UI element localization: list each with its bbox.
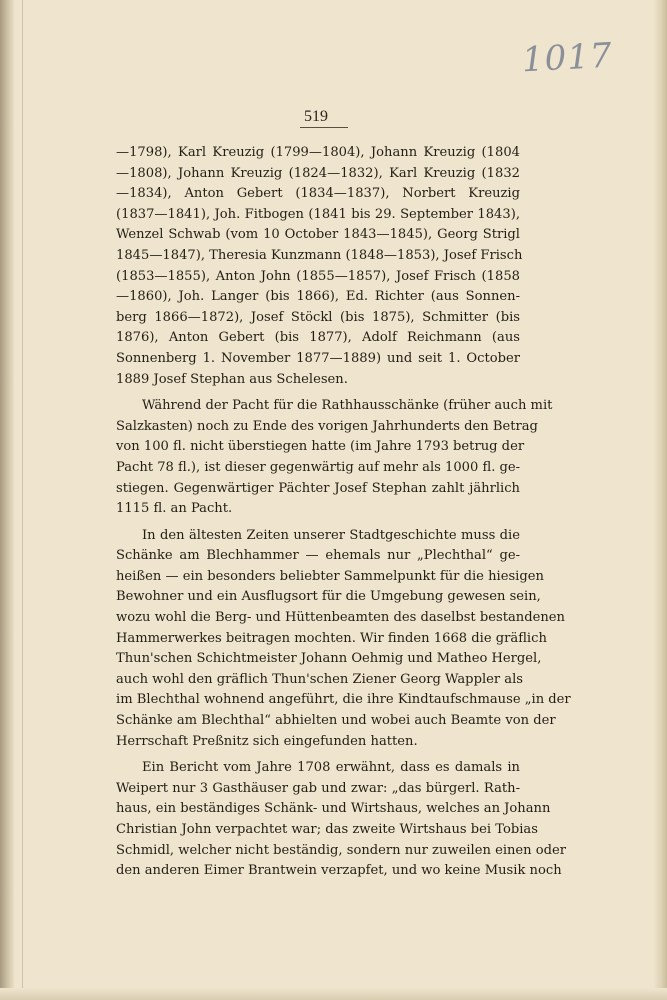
- text-line: Hammerwerkes beitragen mochten. Wir finden 1668 die gräflich: [116, 630, 547, 646]
- text-line: im Blechthal wohnend angeführt, die ihre Kindtaufschmause „in der: [116, 692, 571, 708]
- text-line: 1889 Josef Stephan aus Schelesen.: [116, 371, 348, 387]
- text-line: von 100 fl. nicht überstiegen hatte (im Jahre 1793 betrug der: [116, 439, 525, 455]
- text-line: In den ältesten Zeiten unserer Stadtgeschichte muss die: [142, 527, 520, 543]
- text-line: (1837—1841), Joh. Fitbogen (1841 bis 29. September 1843),: [116, 206, 520, 222]
- text-line: 1115 fl. an Pacht.: [116, 501, 233, 517]
- text-line: Wenzel Schwab (vom 10 October 1843—1845), Georg Strigl: [116, 227, 520, 243]
- text-line: Salzkasten) noch zu Ende des vorigen Jahrhunderts den Betrag: [116, 418, 538, 434]
- text-line: Weipert nur 3 Gasthäuser gab und zwar: „das bürgerl. Rath-: [116, 780, 520, 796]
- text-line: (1853—1855), Anton John (1855—1857), Josef Frisch (1858: [116, 268, 520, 284]
- text-line: stiegen. Gegenwärtiger Pächter Josef Stephan zahlt jährlich: [116, 480, 520, 496]
- text-line: berg 1866—1872), Josef Stöckl (bis 1875), Schmitter (bis: [116, 309, 520, 325]
- text-line: —1798), Karl Kreuzig (1799—1804), Johann Kreuzig (1804: [116, 145, 520, 160]
- text-line: heißen — ein besonders beliebter Sammelpunkt für die hiesigen: [116, 568, 544, 584]
- text-line: —1860), Joh. Langer (bis 1866), Ed. Richter (aus Sonnen-: [116, 289, 520, 305]
- body-text: [116, 143, 571, 882]
- page-right-edge: [653, 0, 667, 1000]
- text-line: Schänke am Blechthal“ abhielten und wobei auch Beamte von der: [116, 713, 556, 729]
- text-line: —1808), Johann Kreuzig (1824—1832), Karl Kreuzig (1832: [116, 165, 520, 181]
- text-line: wozu wohl die Berg- und Hüttenbeamten des daselbst bestandenen: [116, 610, 565, 626]
- text-line: haus, ein beständiges Schänk- und Wirtshaus, welches an Johann: [116, 801, 551, 817]
- text-line: Schänke am Blechhammer — ehemals nur „Plechthal“ ge-: [116, 548, 520, 564]
- text-line: den anderen Eimer Brantwein verzapfet, und wo keine Musik noch: [116, 863, 562, 879]
- spine-line: [22, 0, 23, 1000]
- text-line: Sonnenberg 1. November 1877—1889) und seit 1. October: [116, 350, 520, 366]
- text-line: Während der Pacht für die Rathhausschänke (früher auch mit: [142, 398, 553, 414]
- text-line: auch wohl den gräflich Thun'schen Ziener Georg Wappler als: [116, 671, 524, 687]
- page-number: 519: [304, 108, 328, 125]
- page-binding-shadow: [0, 0, 14, 1000]
- text-line: Pacht 78 fl.), ist dieser gegenwärtig auf mehr als 1000 fl. ge-: [116, 459, 521, 475]
- text-line: Herrschaft Preßnitz sich eingefunden hatten.: [116, 733, 418, 749]
- text-line: Thun'schen Schichtmeister Johann Oehmig und Matheo Hergel,: [116, 651, 542, 667]
- text-line: 1845—1847), Theresia Kunzmann (1848—1853), Josef Frisch: [116, 247, 523, 263]
- page-number-rule: [300, 127, 348, 128]
- text-line: Schmidl, welcher nicht beständig, sondern nur zuweilen einen oder: [116, 842, 567, 858]
- text-line: 1876), Anton Gebert (bis 1877), Adolf Reichmann (aus: [116, 330, 520, 346]
- page-bottom-edge: [0, 988, 667, 1000]
- text-line: Ein Bericht vom Jahre 1708 erwähnt, dass es damals in: [142, 760, 520, 776]
- text-line: —1834), Anton Gebert (1834—1837), Norbert Kreuzig: [116, 186, 520, 202]
- text-line: Bewohner und ein Ausflugsort für die Umgebung gewesen sein,: [116, 589, 541, 605]
- text-line: Christian John verpachtet war; das zweite Wirtshaus bei Tobias: [116, 822, 538, 837]
- handwritten-archive-number: 1017: [521, 35, 614, 81]
